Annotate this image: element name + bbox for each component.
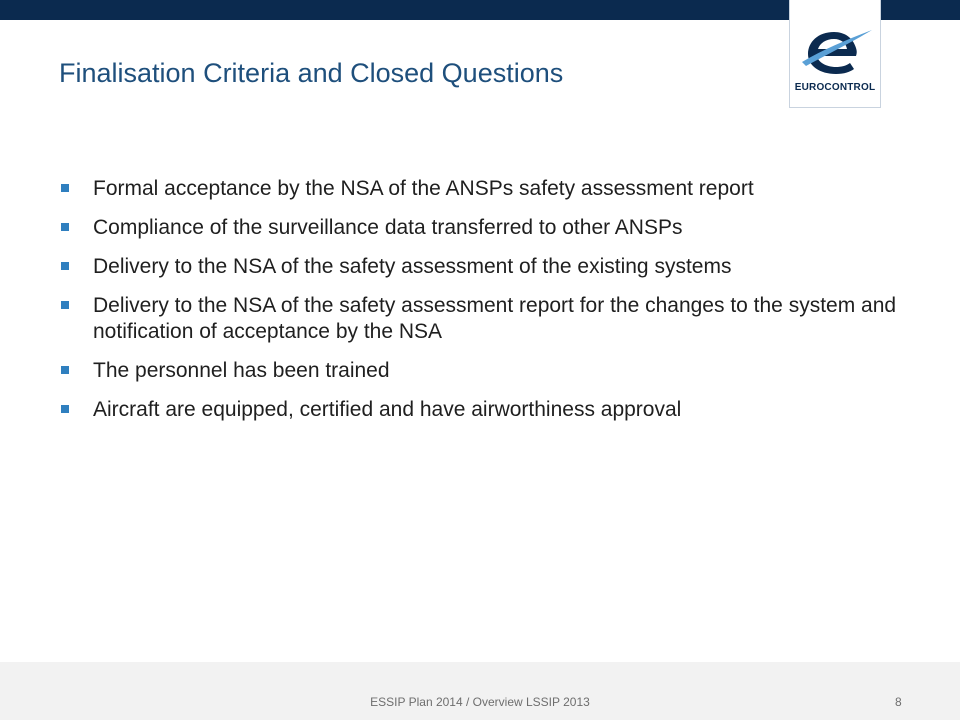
- bullet-square-icon: [61, 366, 69, 374]
- bullet-square-icon: [61, 405, 69, 413]
- list-item: [60, 176, 910, 202]
- list-item-text: Compliance of the surveillance data transferred to other ANSPs: [93, 216, 683, 239]
- list-item: [60, 397, 910, 423]
- bullet-square-icon: [61, 184, 69, 192]
- footer-bar: [0, 662, 960, 720]
- list-item-text: Aircraft are equipped, certified and have airworthiness approval: [93, 398, 682, 421]
- list-item-text: Formal acceptance by the NSA of the ANSPs safety assessment report: [93, 177, 754, 200]
- list-item-text: The personnel has been trained: [93, 359, 390, 382]
- list-item: [60, 215, 910, 241]
- bullet-square-icon: [61, 262, 69, 270]
- page-title: Finalisation Criteria and Closed Questions: [59, 58, 564, 88]
- list-item: [60, 293, 910, 345]
- eurocontrol-logo: [789, 0, 881, 108]
- list-item-text: Delivery to the NSA of the safety assessment of the existing systems: [93, 255, 732, 278]
- list-item: [60, 358, 910, 384]
- eurocontrol-swoosh-icon: [798, 22, 874, 80]
- list-item-text: Delivery to the NSA of the safety assessment report for the changes to the system and notification of acceptance by the NSA: [93, 294, 897, 343]
- bullet-square-icon: [61, 223, 69, 231]
- logo-text: EUROCONTROL: [794, 82, 876, 93]
- bullet-list: [60, 176, 910, 436]
- bullet-square-icon: [61, 301, 69, 309]
- page-number: 8: [895, 695, 902, 709]
- list-item: [60, 254, 910, 280]
- footer-text: ESSIP Plan 2014 / Overview LSSIP 2013: [370, 695, 590, 709]
